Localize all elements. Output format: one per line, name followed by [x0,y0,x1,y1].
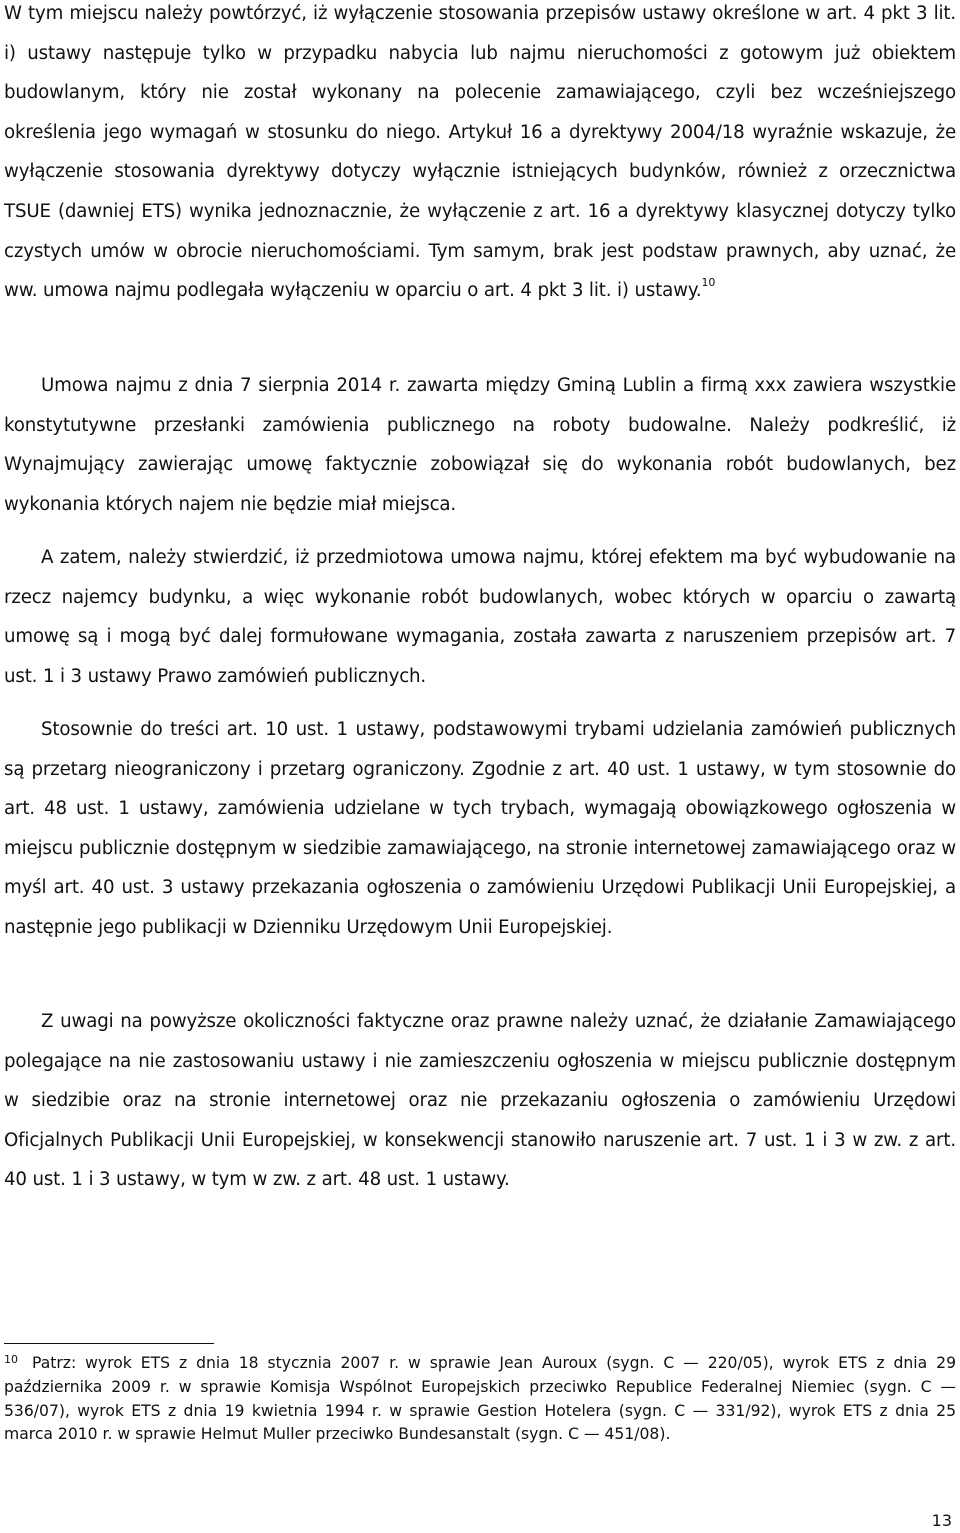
footnote-number: 10 [4,1353,18,1366]
paragraph-4: Stosownie do treści art. 10 ust. 1 ustawy, podstawowymi trybami udzielania zamówień publicznych są przetarg nieograniczony i przetarg ograniczony. Zgodnie z art. 40 ust. 1 ustawy, w tym stosownie do art. 48 ust. 1 ustawy, zamówienia udzielane w tych trybach, wymagają obowiązkowego ogłoszenia w miejscu publicznie dostępnym w siedzibie zamawiającego, na stronie internetowej zamawiającego oraz w myśl art. 40 ust. 3 ustawy przekazania ogłoszenia o zamówieniu Urzędowi Publikacji Unii Europejskiej, a następnie jego publikacji w Dzienniku Urzędowym Unii Europejskiej. [4,719,956,938]
paragraph-5: Z uwagi na powyższe okoliczności faktyczne oraz prawne należy uznać, że działanie Zamawiającego polegające na nie zastosowaniu ustawy i nie zamieszczeniu ogłoszenia w miejscu publicznie dostępnym w siedzibie oraz na stronie internetowej oraz nie przekazaniu ogłoszenia o zamówieniu Urzędowi Oficjalnych Publikacji Unii Europejskiej, w konsekwencji stanowiło naruszenie art. 7 ust. 1 i 3 w zw. z art. 40 ust. 1 i 3 ustawy, w tym w zw. z art. 48 ust. 1 ustawy. [4,1011,956,1191]
footnote-separator [4,1343,214,1344]
paragraph-2: Umowa najmu z dnia 7 sierpnia 2014 r. zawarta między Gminą Lublin a firmą xxx zawiera wszystkie konstytutywne przesłanki zamówienia publicznego na roboty budowalne. Należy podkreślić, iż Wynajmujący zawierając umowę faktycznie zobowiązał się do wykonania robót budowlanych, bez wykonania których najem nie będzie miał miejsca. [4,375,956,515]
paragraph-1-text: W tym miejscu należy powtórzyć, iż wyłączenie stosowania przepisów ustawy określone w art. 4 pkt 3 lit. i) ustawy następuje tylko w przypadku nabycia lub najmu nieruchomości z gotowym już obiektem budowlanym, który nie został wykonany na polecenie zamawiającego, czyli bez wcześniejszego określenia jego wymagań w stosunku do niego. Artykuł 16 a dyrektywy 2004/18 wyraźnie wskazuje, że wyłączenie stosowania dyrektywy dotyczy wyłącznie istniejących budynków, również z orzecznictwa TSUE (dawniej ETS) wynika jednoznacznie, że wyłączenie z art. 16 a dyrektywy klasycznej dotyczy tylko czystych umów w obrocie nieruchomościami. Tym samym, brak jest podstaw prawnych, aby uznać, że ww. umowa najmu podlegała wyłączeniu w oparciu o art. 4 pkt 3 lit. i) ustawy. [4,3,956,302]
footnote [4,1352,956,1447]
footnote-text: Patrz: wyrok ETS z dnia 18 stycznia 2007 r. w sprawie Jean Auroux (sygn. C — 220/05), wyrok ETS z dnia 29 października 2009 r. w sprawie Komisja Wspólnot Europejskich przeciwko Republice Federalnej Niemiec (sygn. C — 536/07), wyrok ETS z dnia 19 kwietnia 1994 r. w sprawie Gestion Hotelera (sygn. C — 331/92), wyrok ETS z dnia 25 marca 2010 r. w sprawie Helmut Muller przeciwko Bundesanstalt (sygn. C — 451/08). [4,1354,956,1444]
paragraph-1 [4,0,956,311]
footnote-reference[interactable]: 10 [701,276,716,290]
paragraph-3: A zatem, należy stwierdzić, iż przedmiotowa umowa najmu, której efektem ma być wybudowanie na rzecz najemcy budynku, a więc wykonanie robót budowlanych, wobec których w oparciu o zawartą umowę są i mogą być dalej formułowane wymagania, została zawarta z naruszeniem przepisów art. 7 ust. 1 i 3 ustawy Prawo zamówień publicznych. [4,547,956,687]
page-number: 13 [931,1511,952,1530]
